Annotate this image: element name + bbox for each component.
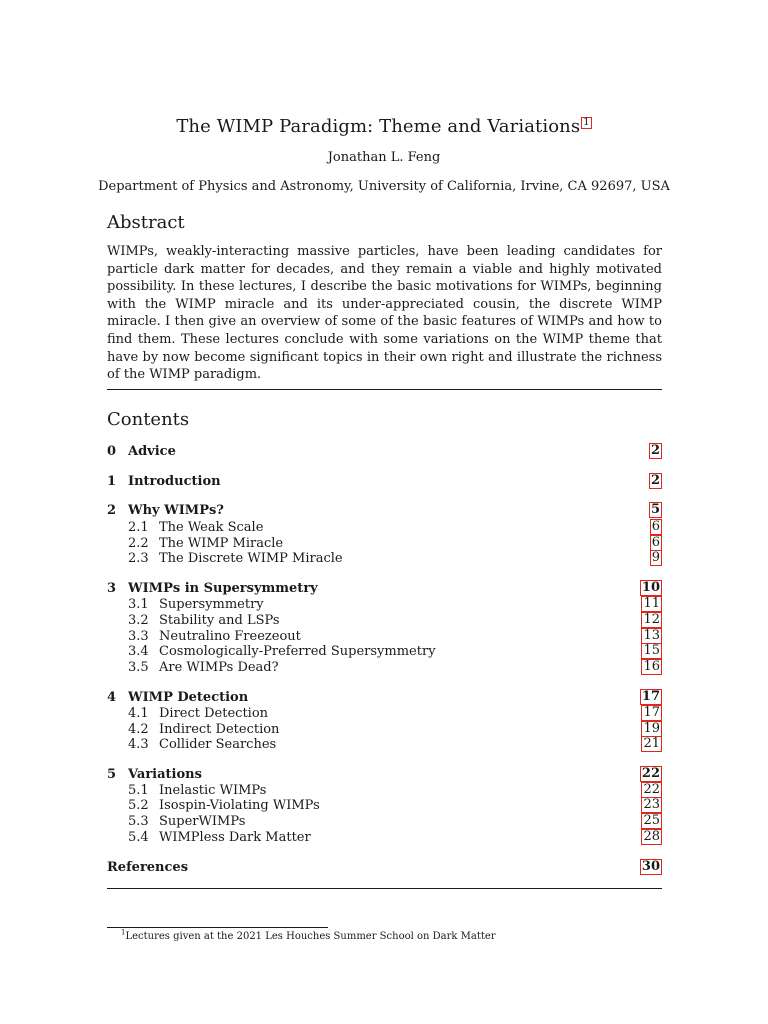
- toc-subsection-number: 4.1: [128, 706, 149, 721]
- toc-subsection-3-1[interactable]: [107, 597, 662, 613]
- abstract-divider: [107, 389, 662, 390]
- toc-page-link[interactable]: 2: [650, 473, 660, 488]
- toc-page-link[interactable]: 11: [643, 596, 660, 611]
- toc-subsection-3-5[interactable]: [107, 660, 662, 676]
- toc-subsection-2-1[interactable]: [107, 520, 662, 536]
- toc-page-link[interactable]: 6: [651, 519, 660, 534]
- toc-page-link[interactable]: 25: [643, 813, 660, 828]
- toc-page-link[interactable]: 16: [643, 659, 660, 674]
- toc-page-link[interactable]: 6: [651, 535, 660, 550]
- toc-subsection-number: 3.3: [128, 629, 149, 644]
- toc-subsection-number: 3.2: [128, 613, 149, 628]
- toc-subsection-number: 5.1: [128, 783, 149, 798]
- toc-section-5[interactable]: [107, 767, 662, 783]
- toc-page-link[interactable]: 5: [650, 502, 660, 517]
- toc-section-0[interactable]: [107, 444, 662, 460]
- toc-subsection-2-2[interactable]: [107, 536, 662, 552]
- toc-page-link[interactable]: 22: [641, 766, 660, 781]
- toc-section-2[interactable]: [107, 503, 662, 519]
- toc-page-link[interactable]: 23: [643, 797, 660, 812]
- toc-subsection-number: 5.4: [128, 830, 149, 845]
- toc-subsection-number: 2.3: [128, 551, 149, 566]
- toc-subsection-2-3[interactable]: [107, 551, 662, 567]
- toc-section-title: Why WIMPs?: [128, 503, 224, 518]
- toc-section-title: WIMP Detection: [128, 690, 249, 705]
- contents-divider: [107, 888, 662, 889]
- toc-page-link[interactable]: 17: [641, 689, 660, 704]
- toc-page-link[interactable]: 12: [643, 612, 660, 627]
- toc-page-link[interactable]: 2: [650, 443, 660, 458]
- abstract-heading: Abstract: [107, 212, 185, 233]
- toc-subsection-title: Inelastic WIMPs: [159, 783, 267, 798]
- toc-section-title: Variations: [128, 767, 202, 782]
- toc-subsection-title: Supersymmetry: [159, 597, 264, 612]
- toc-subsection-5-4[interactable]: [107, 830, 662, 846]
- toc-subsection-5-1[interactable]: [107, 783, 662, 799]
- toc-section-number: 5: [107, 767, 117, 782]
- author-affiliation: Department of Physics and Astronomy, University of California, Irvine, CA 92697, USA: [98, 179, 670, 194]
- toc-subsection-5-2[interactable]: [107, 798, 662, 814]
- footnote-rule: [107, 927, 328, 928]
- toc-subsection-title: Stability and LSPs: [159, 613, 280, 628]
- toc-section-3[interactable]: [107, 581, 662, 597]
- toc-section-number: 2: [107, 503, 117, 518]
- toc-page-link[interactable]: 17: [643, 705, 660, 720]
- toc-subsection-number: 4.2: [128, 722, 149, 737]
- toc-page-link[interactable]: 21: [643, 736, 660, 751]
- footnote: [121, 928, 496, 942]
- author-name: Jonathan L. Feng: [327, 150, 441, 165]
- toc-subsection-number: 3.4: [128, 644, 149, 659]
- toc-page-link[interactable]: 22: [643, 782, 660, 797]
- toc-subsection-title: Neutralino Freezeout: [159, 629, 301, 644]
- title-footnote-link[interactable]: 1: [583, 117, 590, 128]
- toc-section-title: WIMPs in Supersymmetry: [128, 581, 318, 596]
- toc-subsection-4-3[interactable]: [107, 737, 662, 753]
- toc-page-link[interactable]: 9: [651, 550, 660, 565]
- toc-references-title: References: [107, 860, 189, 875]
- toc-subsection-title: The Weak Scale: [159, 520, 264, 535]
- toc-page-link[interactable]: 13: [643, 628, 660, 643]
- toc-subsection-title: Collider Searches: [159, 737, 277, 752]
- toc-subsection-5-3[interactable]: [107, 814, 662, 830]
- paper-title: [0, 116, 768, 137]
- toc-subsection-title: Isospin-Violating WIMPs: [159, 798, 320, 813]
- toc-subsection-title: Indirect Detection: [159, 722, 280, 737]
- toc-section-number: 1: [107, 474, 117, 489]
- paper-title-text: The WIMP Paradigm: Theme and Variations: [176, 116, 581, 137]
- toc-section-number: 3: [107, 581, 117, 596]
- toc-subsection-title: The Discrete WIMP Miracle: [159, 551, 343, 566]
- toc-subsection-title: The WIMP Miracle: [159, 536, 284, 551]
- footnote-text: Lectures given at the 2021 Les Houches Summer School on Dark Matter: [125, 931, 496, 942]
- toc-section-number: 4: [107, 690, 117, 705]
- footnote-mark: 1: [121, 928, 126, 937]
- toc-subsection-title: WIMPless Dark Matter: [159, 830, 311, 845]
- toc-references[interactable]: [107, 860, 662, 876]
- toc-subsection-number: 3.1: [128, 597, 149, 612]
- toc-subsection-number: 2.2: [128, 536, 149, 551]
- toc-subsection-4-2[interactable]: [107, 722, 662, 738]
- toc-subsection-number: 4.3: [128, 737, 149, 752]
- toc-subsection-title: Direct Detection: [159, 706, 269, 721]
- toc-page-link[interactable]: 19: [643, 721, 660, 736]
- toc-subsection-title: Cosmologically-Preferred Supersymmetry: [159, 644, 436, 659]
- toc-page-link[interactable]: 15: [643, 643, 660, 658]
- toc-section-title: Introduction: [128, 474, 221, 489]
- toc-page-link[interactable]: 28: [643, 829, 660, 844]
- toc-subsection-4-1[interactable]: [107, 706, 662, 722]
- toc-subsection-number: 3.5: [128, 660, 149, 675]
- toc-section-1[interactable]: [107, 474, 662, 490]
- toc-subsection-title: SuperWIMPs: [159, 814, 246, 829]
- toc-subsection-number: 2.1: [128, 520, 149, 535]
- toc-section-number: 0: [107, 444, 117, 459]
- toc-subsection-3-2[interactable]: [107, 613, 662, 629]
- toc-subsection-number: 5.3: [128, 814, 149, 829]
- toc-page-link[interactable]: 30: [641, 859, 660, 874]
- toc-subsection-3-3[interactable]: [107, 629, 662, 645]
- toc-page-link[interactable]: 10: [641, 580, 660, 595]
- abstract-text: WIMPs, weakly-interacting massive particles, have been leading candidates for particle dark matter for decades, and they remain a viable and highly motivated possibility. In these lectures, I describe the basic motivations for WIMPs, beginning with the WIMP miracle and its under-appreciated cousin, the discrete WIMP miracle. I then give an overview of some of the basic features of WIMPs and how to find them. These lectures conclude with some variations on the WIMP theme that have by now become significant topics in their own right and illustrate the richness of the WIMP paradigm.: [107, 244, 662, 383]
- toc-section-4[interactable]: [107, 690, 662, 706]
- contents-heading: Contents: [107, 409, 190, 430]
- toc-subsection-number: 5.2: [128, 798, 149, 813]
- toc-subsection-3-4[interactable]: [107, 644, 662, 660]
- toc-section-title: Advice: [128, 444, 176, 459]
- toc-subsection-title: Are WIMPs Dead?: [159, 660, 279, 675]
